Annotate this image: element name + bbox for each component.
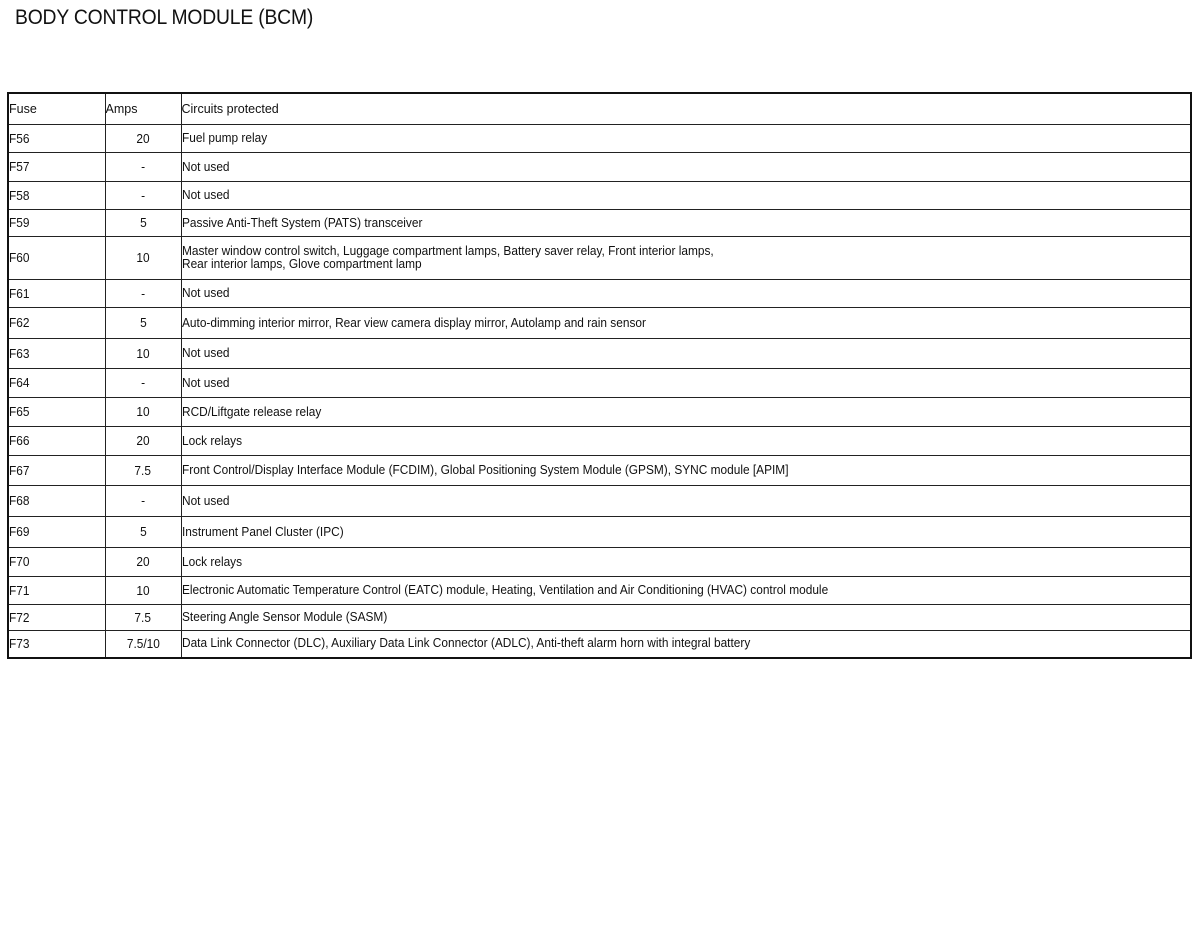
- amps-cell: [105, 605, 181, 631]
- fuse-cell: [8, 280, 105, 308]
- amps-cell-text: -: [141, 494, 145, 508]
- fuse-cell: [8, 398, 105, 427]
- table-row: [8, 369, 1191, 398]
- amps-cell-text: -: [141, 376, 145, 390]
- amps-cell: [105, 308, 181, 339]
- circuits-cell: [181, 631, 1191, 658]
- page-title: BODY CONTROL MODULE (BCM): [15, 6, 314, 29]
- fuse-cell: [8, 605, 105, 631]
- circuits-cell-text: Lock relays: [181, 554, 242, 569]
- circuits-cell: [181, 548, 1191, 577]
- table-row: [8, 237, 1191, 280]
- fuse-cell-text: F64: [9, 376, 30, 390]
- amps-cell: [105, 339, 181, 369]
- circuits-cell-text: Not used: [181, 159, 230, 174]
- amps-cell-text: 20: [136, 555, 150, 569]
- fuse-cell: [8, 210, 105, 237]
- fuse-cell-text: F59: [9, 216, 30, 230]
- amps-cell-text: 20: [136, 434, 150, 448]
- amps-cell-text: -: [141, 286, 145, 301]
- amps-cell-text: 20: [136, 131, 150, 146]
- table-row: [8, 548, 1191, 577]
- fuse-cell-text: F73: [9, 636, 30, 651]
- amps-cell-text: 5: [139, 525, 147, 539]
- circuits-cell-text: Not used: [181, 188, 230, 202]
- fuse-cell-text: F65: [9, 405, 30, 419]
- amps-cell-text: 5: [139, 216, 147, 230]
- amps-cell-text: 5: [139, 316, 147, 330]
- amps-cell: [105, 125, 181, 153]
- amps-cell: [105, 398, 181, 427]
- circuits-cell-text: Not used: [181, 286, 230, 300]
- circuits-cell: [181, 237, 1191, 280]
- table-row: [8, 631, 1191, 658]
- fuse-cell-text: F56: [9, 131, 30, 146]
- circuits-cell-text: Front Control/Display Interface Module (FCDIM), Global Positioning System Module (GPSM), SYNC module [APIM]: [181, 463, 789, 477]
- fuse-cell: [8, 631, 105, 658]
- fuse-cell-text: F71: [9, 583, 30, 598]
- table-row: [8, 605, 1191, 631]
- amps-cell: [105, 548, 181, 577]
- amps-cell: [105, 153, 181, 182]
- column-header-fuse: Fuse: [8, 93, 105, 125]
- fuse-cell: [8, 182, 105, 210]
- table-row: [8, 153, 1191, 182]
- table-row: [8, 486, 1191, 517]
- table-body: [8, 125, 1191, 658]
- fuse-cell: [8, 427, 105, 456]
- circuits-cell: [181, 308, 1191, 339]
- amps-cell-text: 7.5: [134, 610, 152, 625]
- amps-cell: [105, 427, 181, 456]
- table-row: [8, 398, 1191, 427]
- table-row: [8, 577, 1191, 605]
- fuse-cell-text: F62: [9, 316, 30, 330]
- fuse-cell-text: F57: [9, 160, 30, 174]
- circuits-cell-text: Master window control switch, Luggage compartment lamps, Battery saver relay, Front interior lamps, Rear interior lamps, Glove compartment lamp: [181, 244, 714, 271]
- table-row: [8, 280, 1191, 308]
- circuits-cell: [181, 210, 1191, 237]
- amps-cell: [105, 210, 181, 237]
- amps-cell: [105, 631, 181, 658]
- fuse-cell: [8, 153, 105, 182]
- fuse-cell-text: F68: [9, 494, 30, 508]
- fuse-cell-text: F70: [9, 555, 30, 569]
- circuits-cell: [181, 398, 1191, 427]
- amps-cell-text: -: [141, 188, 145, 203]
- amps-cell-text: 10: [136, 251, 150, 265]
- amps-cell: [105, 369, 181, 398]
- table-row: [8, 339, 1191, 369]
- circuits-cell: [181, 486, 1191, 517]
- circuits-cell-text: Data Link Connector (DLC), Auxiliary Data Link Connector (ADLC), Anti-theft alarm horn with integral battery: [181, 636, 750, 651]
- circuits-cell-text: Auto-dimming interior mirror, Rear view camera display mirror, Autolamp and rain sensor: [181, 315, 646, 330]
- circuits-cell: [181, 427, 1191, 456]
- amps-cell-text: -: [141, 160, 145, 174]
- fuse-cell-text: F66: [9, 434, 30, 448]
- amps-cell: [105, 280, 181, 308]
- fuse-cell-text: F72: [9, 610, 30, 625]
- amps-cell: [105, 517, 181, 548]
- fuse-cell: [8, 456, 105, 486]
- circuits-cell-text: Passive Anti-Theft System (PATS) transceiver: [181, 215, 422, 230]
- circuits-cell-text: Electronic Automatic Temperature Control (EATC) module, Heating, Ventilation and Air Conditioning (HVAC) control module: [181, 583, 828, 597]
- column-header-circuits: Circuits protected: [181, 93, 1191, 125]
- amps-cell-text: 10: [136, 583, 150, 598]
- circuits-cell-text: Instrument Panel Cluster (IPC): [181, 524, 344, 539]
- table-row: [8, 182, 1191, 210]
- circuits-cell-text: Fuel pump relay: [181, 131, 267, 145]
- circuits-cell: [181, 577, 1191, 605]
- circuits-cell: [181, 605, 1191, 631]
- circuits-cell-text: Lock relays: [181, 433, 242, 448]
- amps-cell: [105, 577, 181, 605]
- circuits-cell: [181, 456, 1191, 486]
- table-row: [8, 517, 1191, 548]
- amps-cell-text: 7.5/10: [126, 636, 160, 651]
- fuse-cell: [8, 548, 105, 577]
- circuits-cell-text: Steering Angle Sensor Module (SASM): [181, 610, 387, 624]
- fuse-cell-text: F63: [9, 346, 30, 361]
- circuits-cell: [181, 517, 1191, 548]
- fuse-cell-text: F60: [9, 251, 30, 265]
- circuits-cell: [181, 125, 1191, 153]
- amps-cell: [105, 237, 181, 280]
- circuits-cell-text: RCD/Liftgate release relay: [181, 404, 321, 419]
- amps-cell-text: 7.5: [134, 463, 152, 478]
- column-header-amps: Amps: [105, 93, 181, 125]
- circuits-cell: [181, 369, 1191, 398]
- circuits-cell: [181, 280, 1191, 308]
- fuse-cell: [8, 486, 105, 517]
- fuse-cell: [8, 517, 105, 548]
- table-row: [8, 456, 1191, 486]
- fuse-cell: [8, 577, 105, 605]
- fuse-cell-text: F58: [9, 188, 30, 203]
- table-row: [8, 210, 1191, 237]
- circuits-cell-text: Not used: [181, 375, 230, 390]
- fuse-cell: [8, 125, 105, 153]
- fuse-cell: [8, 308, 105, 339]
- fuse-cell: [8, 369, 105, 398]
- amps-cell: [105, 486, 181, 517]
- fuse-table: [7, 92, 1192, 659]
- fuse-cell-text: F69: [9, 525, 30, 539]
- table-row: [8, 427, 1191, 456]
- fuse-cell: [8, 339, 105, 369]
- amps-cell-text: 10: [136, 405, 150, 419]
- fuse-cell: [8, 237, 105, 280]
- fuse-cell-text: F61: [9, 286, 30, 301]
- amps-cell: [105, 456, 181, 486]
- amps-cell: [105, 182, 181, 210]
- circuits-cell: [181, 182, 1191, 210]
- circuits-cell: [181, 339, 1191, 369]
- fuse-cell-text: F67: [9, 463, 30, 478]
- amps-cell-text: 10: [136, 346, 150, 361]
- circuits-cell: [181, 153, 1191, 182]
- table-row: [8, 125, 1191, 153]
- table-header-row: [8, 93, 1191, 125]
- circuits-cell-text: Not used: [181, 493, 230, 508]
- table-row: [8, 308, 1191, 339]
- circuits-cell-text: Not used: [181, 346, 230, 360]
